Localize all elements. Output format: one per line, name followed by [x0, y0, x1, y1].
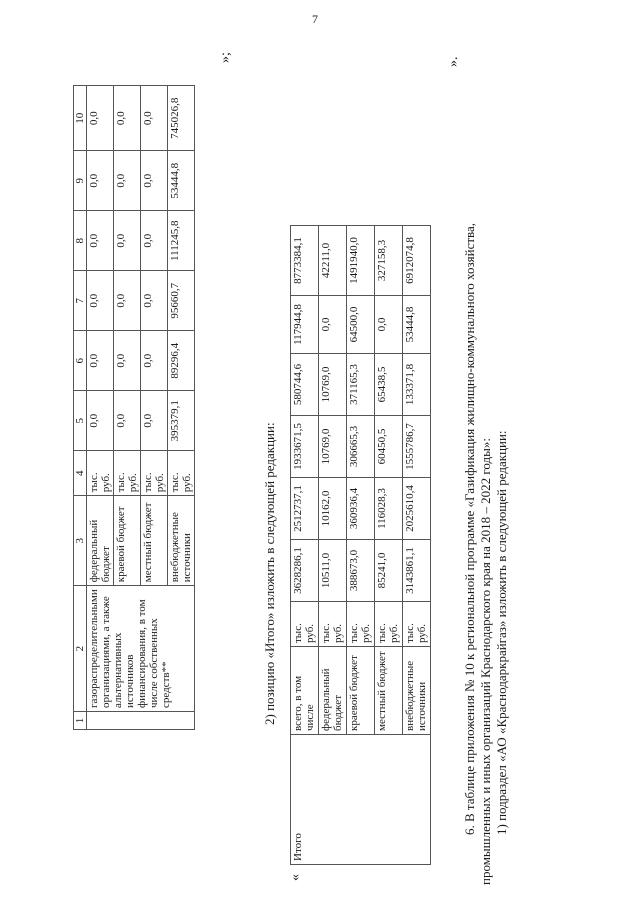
value-cell: 8773384,1 — [291, 226, 319, 296]
value-cell: 10769,0 — [319, 354, 347, 416]
total-label-cell: Итого — [291, 735, 431, 865]
opening-quote-2: « — [288, 874, 303, 881]
unit-cell: тыс. руб. — [347, 602, 375, 647]
unit-cell: тыс. руб. — [168, 451, 195, 496]
value-cell: 371165,3 — [347, 354, 375, 416]
value-cell: 6912074,8 — [403, 226, 431, 296]
value-cell: 360936,4 — [347, 478, 375, 540]
table-row — [87, 86, 114, 730]
header-cell: 2 — [74, 586, 87, 712]
unit-cell: тыс. руб. — [114, 451, 141, 496]
value-cell: 0,0 — [319, 296, 347, 354]
source-cell: местный бюджет — [141, 496, 168, 586]
funding-table-continued — [73, 85, 195, 730]
value-cell: 53444,8 — [168, 151, 195, 211]
value-cell: 64500,0 — [347, 296, 375, 354]
para-6-line-3: 1) подраздел «АО «Краснодаркрайгаз» изложить в следующей редакции: — [494, 430, 509, 835]
value-cell: 1491940,0 — [347, 226, 375, 296]
source-cell: краевой бюджет — [114, 496, 141, 586]
header-cell: 9 — [74, 151, 87, 211]
closing-quote-1: »; — [218, 52, 233, 63]
unit-cell: тыс. руб. — [87, 451, 114, 496]
value-cell: 0,0 — [141, 331, 168, 391]
source-cell: всего, в том числе — [291, 647, 319, 735]
source-cell: федеральный бюджет — [319, 647, 347, 735]
item-2-text: 2) позицию «Итого» изложить в следующей редакции: — [262, 422, 277, 725]
index-cell — [87, 712, 195, 730]
unit-cell: тыс. руб. — [375, 602, 403, 647]
value-cell: 0,0 — [141, 86, 168, 151]
unit-cell: тыс. руб. — [141, 451, 168, 496]
value-cell: 0,0 — [87, 211, 114, 271]
header-cell: 5 — [74, 391, 87, 451]
header-cell: 7 — [74, 271, 87, 331]
value-cell: 116028,3 — [375, 478, 403, 540]
value-cell: 0,0 — [87, 271, 114, 331]
value-cell: 0,0 — [141, 391, 168, 451]
header-cell: 6 — [74, 331, 87, 391]
value-cell: 2512737,1 — [291, 478, 319, 540]
value-cell: 0,0 — [87, 151, 114, 211]
closing-quote-2: ». — [446, 56, 461, 67]
source-cell: внебюджетные источники — [403, 647, 431, 735]
source-cell: местный бюджет — [375, 647, 403, 735]
value-cell: 0,0 — [114, 151, 141, 211]
value-cell: 117944,8 — [291, 296, 319, 354]
table-row — [291, 226, 319, 865]
page-number: 7 — [312, 12, 318, 26]
para-6-line-1: 6. В таблице приложения № 10 к региональной программе «Газификация жилищно-коммунального хозяйства, — [462, 222, 477, 835]
value-cell: 0,0 — [114, 211, 141, 271]
value-cell: 0,0 — [141, 211, 168, 271]
totals-table — [290, 225, 431, 865]
value-cell: 3143861,1 — [403, 540, 431, 602]
value-cell: 111245,8 — [168, 211, 195, 271]
value-cell: 42211,0 — [319, 226, 347, 296]
unit-cell: тыс. руб. — [291, 602, 319, 647]
value-cell: 0,0 — [141, 271, 168, 331]
value-cell: 3628286,1 — [291, 540, 319, 602]
value-cell: 0,0 — [114, 331, 141, 391]
value-cell: 1555786,7 — [403, 416, 431, 478]
value-cell: 327158,3 — [375, 226, 403, 296]
header-cell: 10 — [74, 86, 87, 151]
value-cell: 745026,8 — [168, 86, 195, 151]
value-cell: 0,0 — [114, 86, 141, 151]
value-cell: 2025610,4 — [403, 478, 431, 540]
unit-cell: тыс. руб. — [403, 602, 431, 647]
value-cell: 10162,0 — [319, 478, 347, 540]
value-cell: 95660,7 — [168, 271, 195, 331]
value-cell: 85241,0 — [375, 540, 403, 602]
value-cell: 0,0 — [375, 296, 403, 354]
source-cell: федеральный бюджет — [87, 496, 114, 586]
value-cell: 580744,6 — [291, 354, 319, 416]
value-cell: 60450,5 — [375, 416, 403, 478]
header-cell: 3 — [74, 496, 87, 586]
source-cell: краевой бюджет — [347, 647, 375, 735]
value-cell: 10511,0 — [319, 540, 347, 602]
value-cell: 395379,1 — [168, 391, 195, 451]
value-cell: 65438,5 — [375, 354, 403, 416]
unit-cell: тыс. руб. — [319, 602, 347, 647]
value-cell: 0,0 — [87, 331, 114, 391]
value-cell: 0,0 — [87, 391, 114, 451]
value-cell: 89296,4 — [168, 331, 195, 391]
value-cell: 388673,0 — [347, 540, 375, 602]
value-cell: 0,0 — [114, 391, 141, 451]
value-cell: 306665,3 — [347, 416, 375, 478]
para-6-line-2: промышленных и иных организаций Краснодарского края на 2018 – 2022 годы»: — [478, 438, 493, 885]
value-cell: 0,0 — [141, 151, 168, 211]
value-cell: 10769,0 — [319, 416, 347, 478]
header-cell: 4 — [74, 451, 87, 496]
header-cell: 8 — [74, 211, 87, 271]
value-cell: 1933671,5 — [291, 416, 319, 478]
header-cell: 1 — [74, 712, 87, 730]
value-cell: 53444,8 — [403, 296, 431, 354]
value-cell: 0,0 — [87, 86, 114, 151]
table-header-row — [74, 86, 87, 730]
value-cell: 0,0 — [114, 271, 141, 331]
group-label-cell: газораспределительными организациями, а также альтернативных источников финансирования, в том числе собственных средств** — [87, 586, 195, 712]
source-cell: внебюджетные источники — [168, 496, 195, 586]
value-cell: 133371,8 — [403, 354, 431, 416]
